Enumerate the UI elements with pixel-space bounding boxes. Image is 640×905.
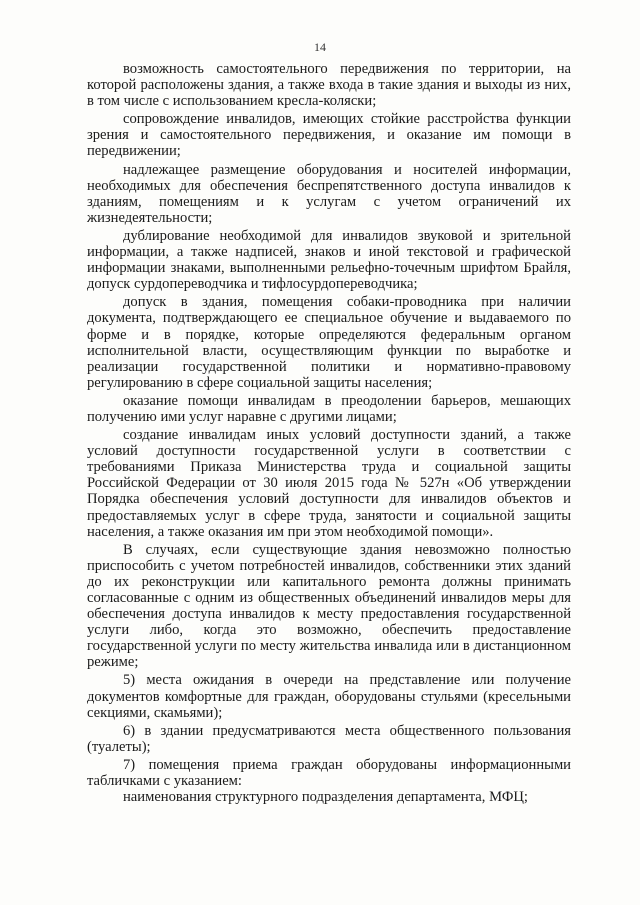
- paragraph-barrier-assistance: оказание помощи инвалидам в преодолении барьеров, мешающих получению ими услуг наравне с другими лицами;: [87, 392, 571, 425]
- page-number: 14: [314, 40, 326, 54]
- paragraph-item-5-waiting-areas: 5) места ожидания в очереди на представление или получение документов комфортные для граждан, оборудованы стульями (кресельными секциями, скамьями);: [87, 672, 571, 721]
- paragraph-department-name: наименования структурного подразделения департамента, МФЦ;: [123, 789, 528, 806]
- paragraph-item-6-public-facilities: 6) в здании предусматриваются места общественного пользования (туалеты);: [87, 722, 571, 755]
- document-body: [87, 61, 571, 805]
- paragraph-guide-dog-access: допуск в здания, помещения собаки-проводника при наличии документа, подтверждающего ее специальное обучение и выдаваемого по форме и в порядке, которые определяются федеральным органом исполнительной власти, осуществляющим функции по выработке и реализации государственной политики и нормативно-правовому регулированию в сфере социальной защиты населения;: [87, 294, 571, 391]
- paragraph-movement-access: возможность самостоятельного передвижения по территории, на которой расположены здания, а также входа в такие здания и выходы из них, в том числе с использованием кресла-коляски;: [87, 61, 571, 110]
- paragraph-escort-assistance: сопровождение инвалидов, имеющих стойкие расстройства функции зрения и самостоятельного передвижения, и оказание им помощи в передвижении;: [87, 111, 571, 160]
- paragraph-item-7-information-signs: 7) помещения приема граждан оборудованы информационными табличками с указанием:: [87, 756, 571, 790]
- paragraph-existing-buildings: В случаях, если существующие здания невозможно полностью приспособить с учетом потребностей инвалидов, собственники этих зданий до их реконструкции или капитального ремонта должны принимать согласованные с одним из общественных объединений инвалидов меры для обеспечения доступа инвалидов к месту предоставления государственной услуги либо, когда это возможно, обеспечить предоставление государственной услуги по месту жительства инвалида или в дистанционном режиме;: [87, 541, 571, 671]
- paragraph-equipment-placement: надлежащее размещение оборудования и носителей информации, необходимых для обеспечения беспрепятственного доступа инвалидов к зданиям, помещениям и к услугам с учетом ограничений их жизнедеятельности;: [87, 161, 571, 226]
- paragraph-information-duplication: дублирование необходимой для инвалидов звуковой и зрительной информации, а также надписей, знаков и иной текстовой и графической информации знаками, выполненными рельефно-точечным шрифтом Брайля, допуск сурдопереводчика и тифлосурдопереводчика;: [87, 227, 571, 293]
- paragraph-other-accessibility-conditions: создание инвалидам иных условий доступности зданий, а также условий доступности государственной услуги в соответствии с требованиями Приказа Министерства труда и социальной защиты Российской Федерации от 30 июля 2015 года № 527н «Об утверждении Порядка обеспечения условий доступности для инвалидов объектов и предоставляемых услуг в сфере труда, занятости и социальной защиты населения, а также оказания им при этом необходимой помощи».: [87, 427, 571, 540]
